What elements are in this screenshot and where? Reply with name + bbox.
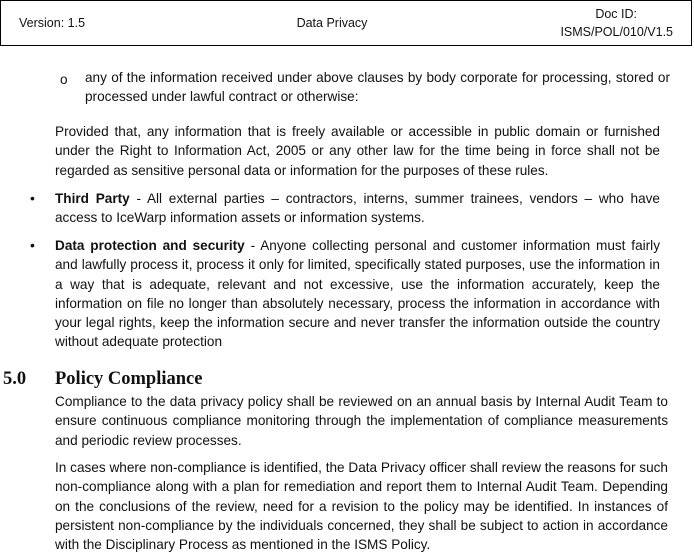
bullet-data-protection [55, 236, 660, 352]
section-number: 5.0 [3, 369, 27, 389]
doc-id-label: Doc ID: [595, 7, 637, 21]
version-cell [1, 1, 211, 45]
bullet-term: Third Party [55, 191, 130, 206]
document-title: Data Privacy [296, 16, 368, 30]
section-title: Policy Compliance [55, 369, 203, 389]
compliance-paragraph-1: Compliance to the data privacy policy shall be reviewed on an annual basis by Internal Audit Team to ensure continuous compliance monitoring through the implementation of compliance measurements and periodic review processes. [55, 394, 668, 448]
compliance-paragraph-2: In cases where non-compliance is identified, the Data Privacy officer shall review the reasons for such non-compliance along with a plan for remediation and report them to Internal Audit Team. Depending on the conclusions of the review, need for a revision to the policy may be identified. In instances of persistent non-compliance by the individuals concerned, they shall be subject to action in accordance with the Disciplinary Process as mentioned in the ISMS Policy. [55, 460, 668, 553]
bullet-text: - All external parties – contractors, interns, summer trainees, vendors – who have access to IceWarp information assets or information systems. [55, 191, 660, 226]
proviso-paragraph: Provided that, any information that is freely available or accessible in public domain or furnished under the Right to Information Act, 2005 or any other law for the time being in force shall not be regarded as sensitive personal data or information for the purposes of these rules. [55, 124, 660, 178]
sub-bullet-text: any of the information received under above clauses by body corporate for processing, stored or processed under lawful contract or otherwise: [85, 70, 670, 105]
bullet-marker: • [30, 190, 35, 206]
bullet-marker: • [30, 237, 35, 253]
doc-id-value: ISMS/POL/010/V1.5 [560, 25, 673, 39]
doc-id-cell [453, 1, 691, 45]
bullet-third-party [55, 189, 660, 228]
page-header [0, 0, 692, 46]
title-cell [211, 1, 453, 45]
sub-bullet-marker: o [60, 72, 68, 87]
bullet-term: Data protection and security [55, 238, 245, 253]
version-text: Version: 1.5 [19, 16, 86, 30]
bullet-text: - Anyone collecting personal and customer information must fairly and lawfully process it, process it only for limited, specifically stated purposes, use the information in a way that is adequate, relevant and not excessive, use the information accurately, keep the information on file no longer than absolutely necessary, process the information in accordance with your legal rights, keep the information secure and never transfer the information outside the country without adequate protection [55, 238, 660, 350]
